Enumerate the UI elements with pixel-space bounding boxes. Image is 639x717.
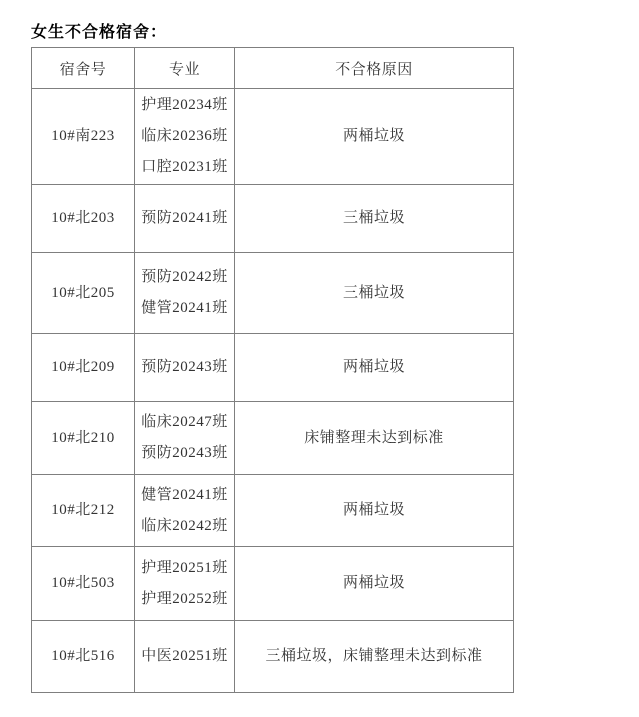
major-cell [135, 185, 235, 253]
major-line: 临床20242班 [141, 517, 228, 534]
dorm-number-cell: 10#北203 [32, 185, 135, 253]
major-cell [135, 89, 235, 185]
header-dorm-number: 宿舍号 [32, 48, 135, 89]
major-line: 护理20234班 [141, 97, 228, 113]
header-reason: 不合格原因 [235, 48, 514, 89]
dorm-number-cell: 10#北210 [32, 402, 135, 475]
table-row [32, 89, 514, 185]
table-row [32, 253, 514, 334]
header-major: 专业 [135, 48, 235, 89]
major-line: 临床20247班 [141, 414, 228, 430]
reason-cell: 三桶垃圾 [235, 185, 514, 253]
major-cell [135, 621, 235, 693]
reason-cell: 三桶垃圾 [235, 253, 514, 334]
reason-cell: 两桶垃圾 [235, 89, 514, 185]
major-cell [135, 475, 235, 547]
dorm-number-cell: 10#北205 [32, 253, 135, 334]
table-row [32, 475, 514, 547]
reason-cell: 两桶垃圾 [235, 547, 514, 621]
major-line: 护理20251班 [141, 559, 228, 576]
major-cell [135, 547, 235, 621]
major-cell [135, 253, 235, 334]
table-row [32, 547, 514, 621]
reason-cell: 三桶垃圾，床铺整理未达到标准 [235, 621, 514, 693]
table-row [32, 402, 514, 475]
major-line: 临床20236班 [141, 128, 228, 144]
table-row [32, 185, 514, 253]
dorm-number-cell: 10#北209 [32, 334, 135, 402]
major-line: 健管20241班 [141, 486, 228, 503]
dorm-table [31, 47, 514, 693]
major-line: 预防20241班 [141, 210, 228, 226]
reason-cell: 两桶垃圾 [235, 475, 514, 547]
page-title: 女生不合格宿舍： [31, 24, 168, 41]
table-row [32, 334, 514, 402]
major-cell [135, 334, 235, 402]
dorm-number-cell: 10#北516 [32, 621, 135, 693]
reason-cell: 两桶垃圾 [235, 334, 514, 402]
reason-cell: 床铺整理未达到标准 [235, 402, 514, 475]
major-line: 预防20242班 [141, 269, 228, 285]
major-line: 预防20243班 [141, 359, 228, 375]
dorm-number-cell: 10#北212 [32, 475, 135, 547]
table-row [32, 621, 514, 693]
major-line: 预防20243班 [141, 445, 228, 461]
major-line: 健管20241班 [141, 300, 228, 316]
major-line: 护理20252班 [141, 590, 228, 607]
major-line: 中医20251班 [141, 648, 228, 664]
dorm-number-cell: 10#北503 [32, 547, 135, 621]
major-cell [135, 402, 235, 475]
table-header-row [32, 48, 514, 89]
major-line: 口腔20231班 [141, 159, 228, 175]
dorm-number-cell: 10#南223 [32, 89, 135, 185]
